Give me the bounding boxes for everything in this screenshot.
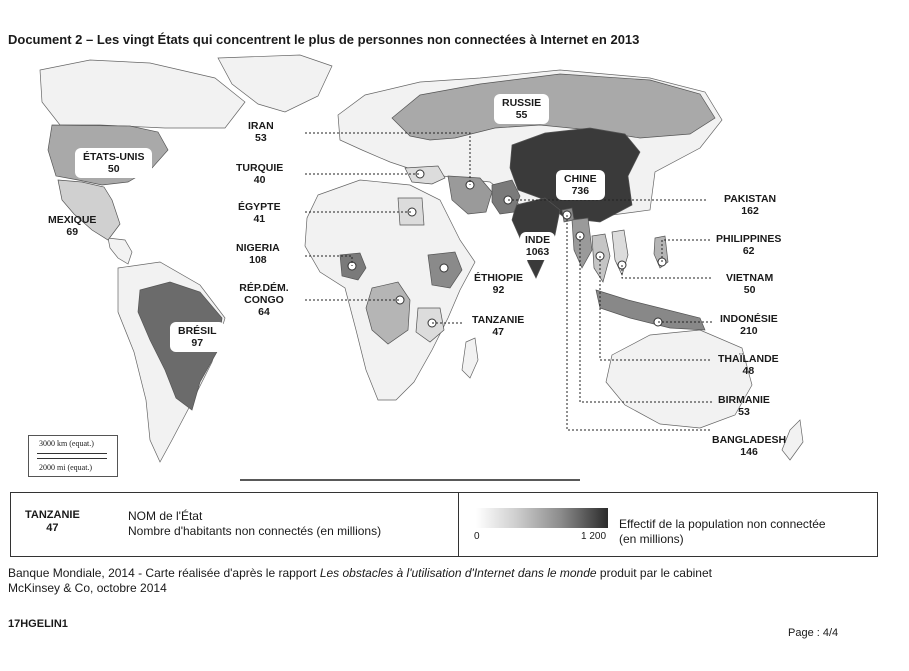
legend-gradient-desc-1: Effectif de la population non connectée [619, 517, 826, 531]
source-text [8, 566, 888, 596]
label-inde: INDE 1063 [520, 232, 555, 260]
legend-example-name: TANZANIE [25, 509, 80, 521]
label-indonesie: INDONÉSIE 210 [720, 313, 778, 337]
label-chine: CHINE 736 [556, 170, 605, 200]
label-birmanie: BIRMANIE 53 [718, 394, 770, 418]
canada-shape [40, 60, 245, 128]
scale-line-km [37, 453, 107, 454]
scale-mi: 2000 mi (equat.) [39, 463, 93, 472]
source-line2: McKinsey & Co, octobre 2014 [8, 581, 167, 595]
legend-example-value: 47 [46, 522, 59, 534]
document-title: Document 2 – Les vingt États qui concentrent le plus de personnes non connectées à Internet en 2013 [8, 32, 640, 47]
source-prefix: Banque Mondiale, 2014 - Carte réalisée d'après le rapport [8, 566, 320, 580]
label-thailande: THAÏLANDE 48 [718, 353, 779, 377]
label-iran: IRAN 53 [248, 120, 274, 144]
label-ethiopie: ÉTHIOPIE 92 [474, 272, 524, 296]
label-nigeria: NIGERIA 108 [236, 242, 280, 266]
label-egypte: ÉGYPTE 41 [238, 201, 281, 225]
label-rdc: RÉP.DÉM. CONGO 64 [239, 282, 289, 318]
marker-ethiopie [440, 264, 448, 272]
legend-gradient-min: 0 [474, 531, 480, 542]
leader-vietnam [622, 265, 712, 278]
label-vietnam: VIETNAM 50 [726, 272, 774, 296]
madagascar-shape [462, 338, 478, 378]
world-map [0, 52, 909, 482]
label-mexique: MEXIQUE 69 [48, 214, 97, 238]
legend-divider [458, 493, 459, 556]
scale-bar [28, 435, 118, 477]
label-turquie: TURQUIE 40 [236, 162, 284, 186]
source-suffix: produit par le cabinet [596, 566, 712, 580]
legend-name-desc: NOM de l'État [128, 509, 203, 523]
central-america-shape [108, 238, 132, 264]
legend-gradient-max: 1 200 [581, 531, 607, 542]
legend-gradient-desc [619, 517, 869, 547]
legend-gradient-desc-2: (en millions) [619, 532, 684, 546]
document-code: 17HGELIN1 [8, 618, 68, 630]
label-bangladesh: BANGLADESH 146 [712, 434, 787, 458]
label-russie: RUSSIE 55 [494, 94, 549, 124]
label-bresil: BRÉSIL 97 [170, 322, 225, 352]
leader-philippines [662, 240, 712, 262]
legend-gradient [476, 508, 608, 528]
legend-box [10, 492, 878, 557]
label-philippines: PHILIPPINES 62 [716, 233, 782, 257]
label-tanzanie: TANZANIE 47 [472, 314, 525, 338]
turkey-shape [405, 166, 445, 184]
legend-description [128, 509, 381, 539]
legend-value-desc: Nombre d'habitants non connectés (en millions) [128, 524, 382, 538]
scale-line-mi [37, 458, 107, 459]
label-etats-unis: ÉTATS-UNIS 50 [75, 148, 152, 178]
myanmar-shape [572, 218, 592, 268]
page-number: Page : 4/4 [788, 627, 839, 639]
source-report-title: Les obstacles à l'utilisation d'Internet dans le monde [319, 566, 597, 580]
label-pakistan: PAKISTAN 162 [724, 193, 777, 217]
legend-example [25, 509, 80, 535]
indonesia-shape [596, 290, 705, 330]
scale-km: 3000 km (equat.) [39, 439, 94, 448]
